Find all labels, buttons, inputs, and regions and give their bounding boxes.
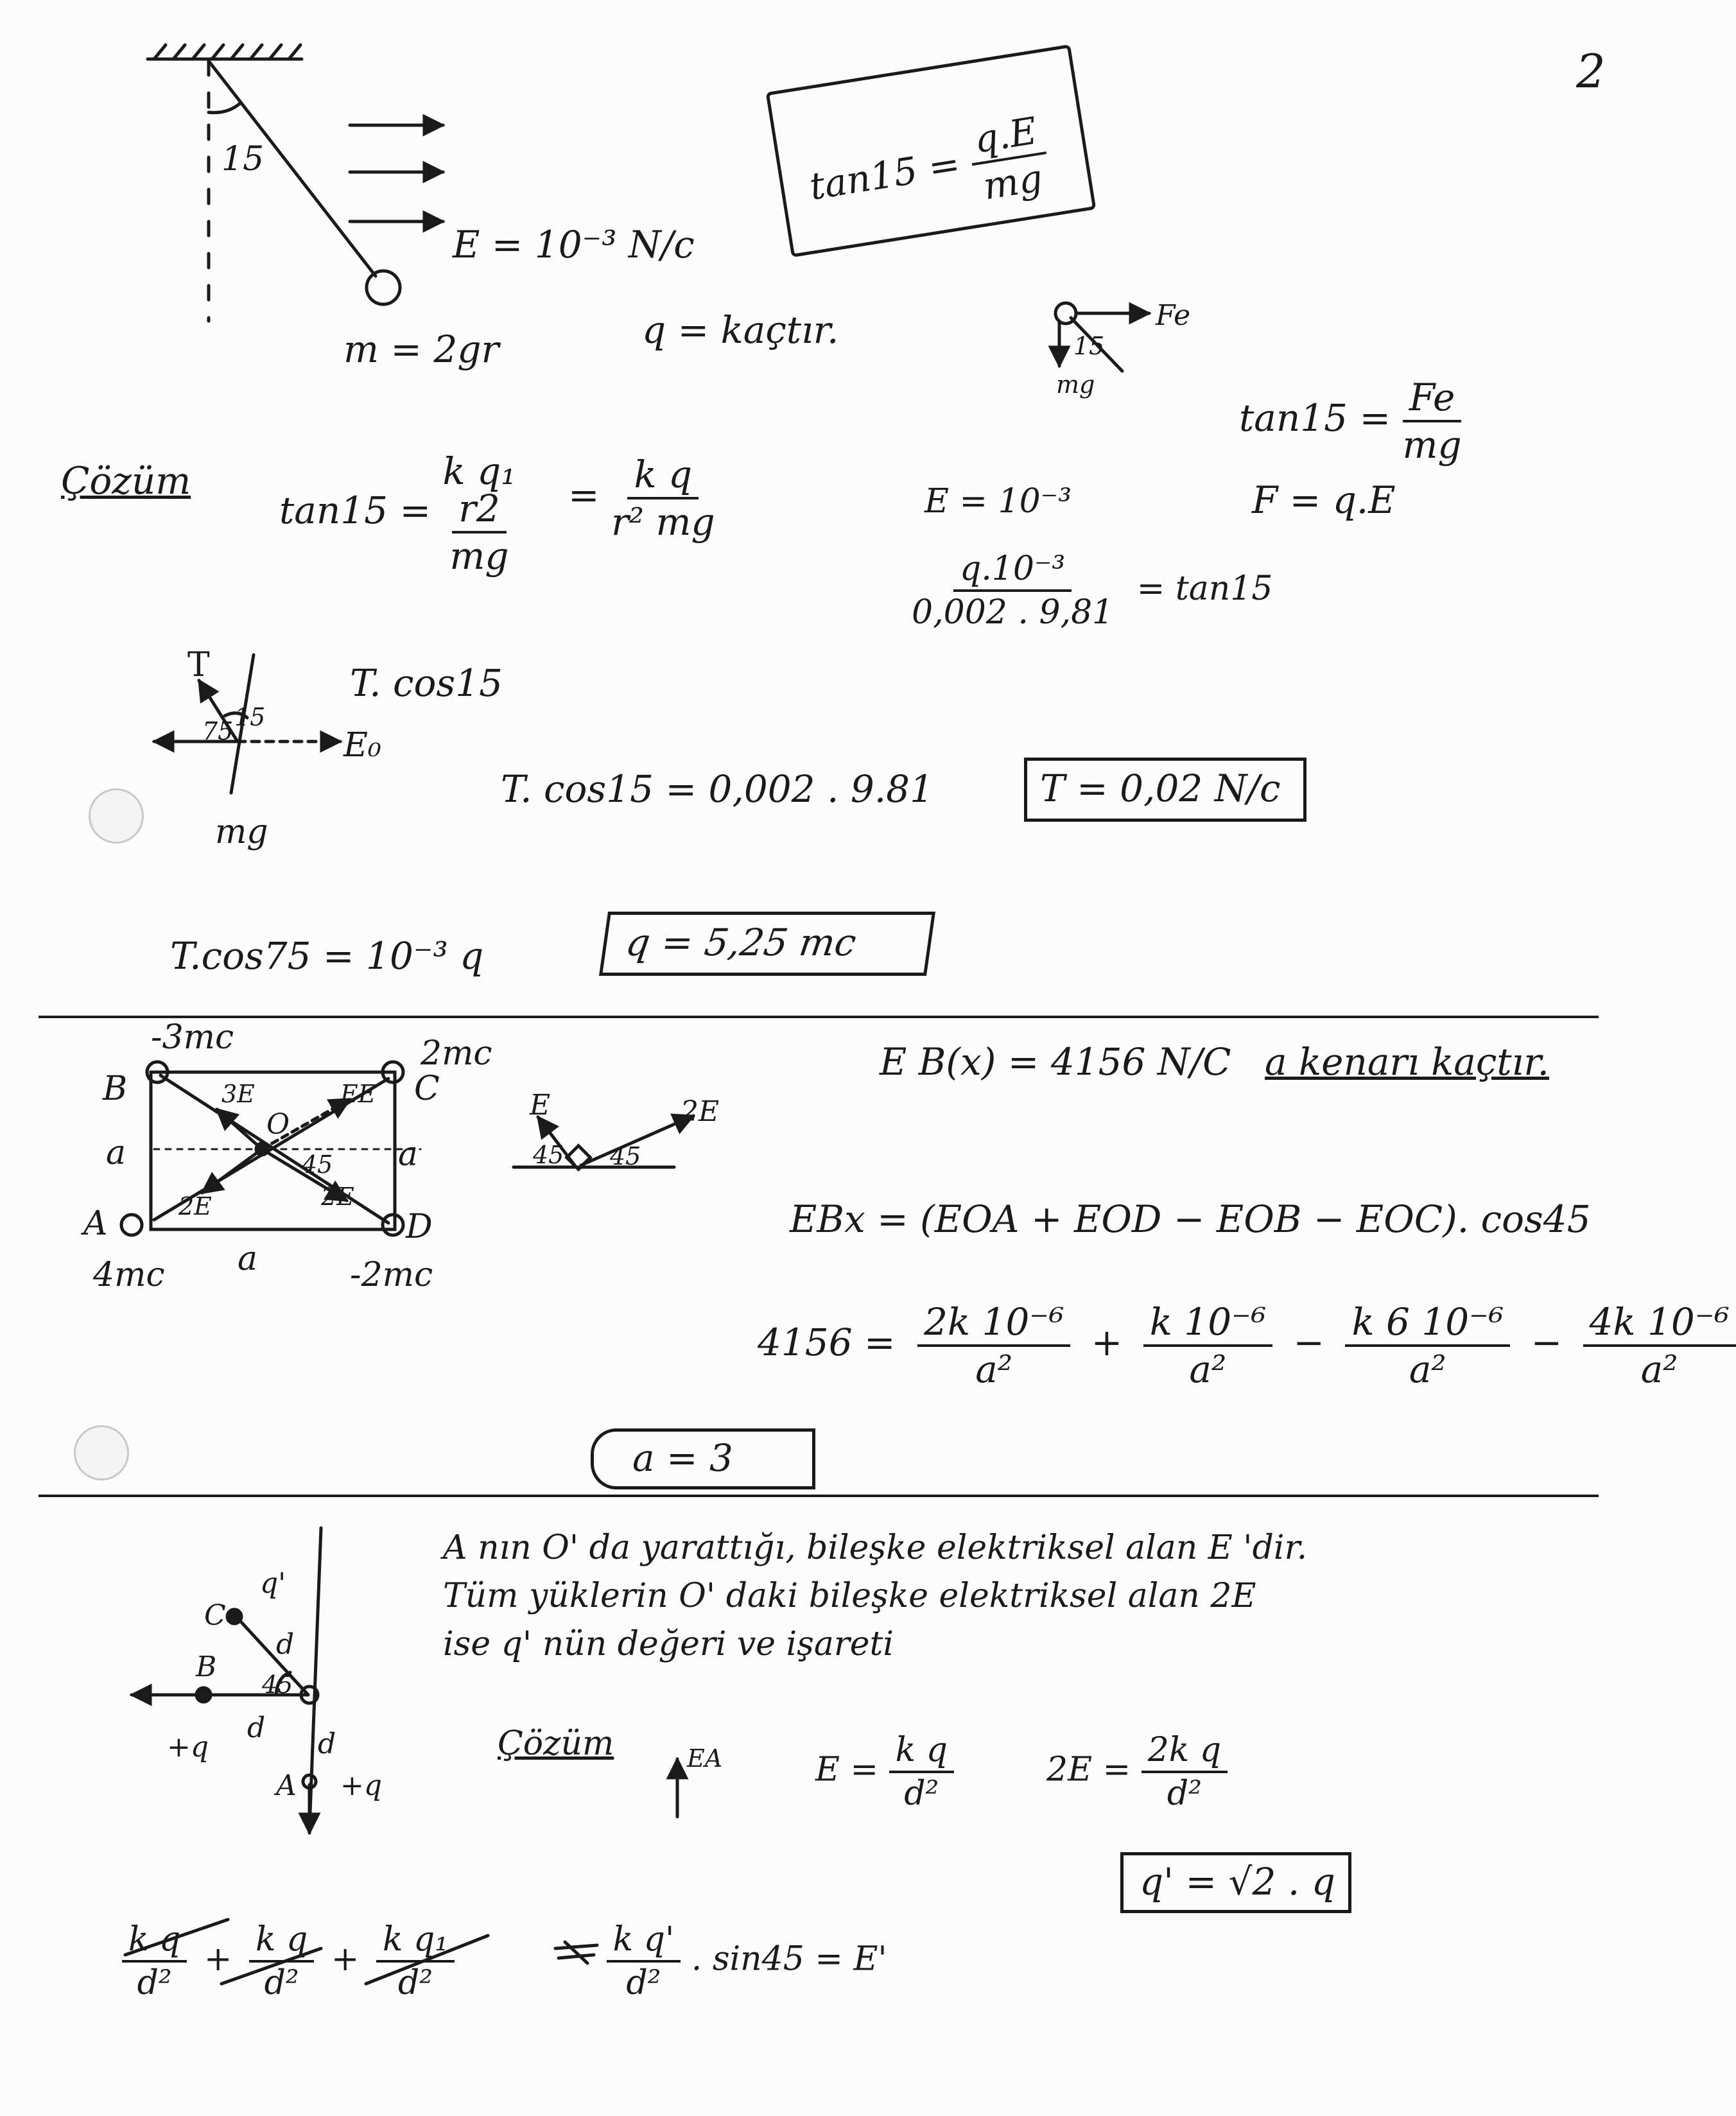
vec-2e-right: 2E — [321, 1183, 354, 1211]
question-a: a kenarı kaçtır. — [1265, 1040, 1549, 1084]
p3-d3: d — [318, 1728, 336, 1760]
cozum-label: Çözüm — [61, 459, 191, 503]
p3-bottom-eq: $\frac{\text{k q}}{\text{d²}}$ + $\frac{\text{k q}}{\text{d²}}$ + $\frac{\text{k q₁}}{\text{d²}}$ $\frac{\text{k q'}}{\text{d²}}$ . sin45 = E' — [122, 1923, 887, 2000]
tbd-75: 75 — [202, 717, 234, 745]
binder-hole-1 — [89, 788, 144, 844]
small-45a: 45 — [533, 1141, 564, 1169]
label-d: D — [406, 1208, 433, 1246]
p3-q1: q' — [260, 1567, 286, 1600]
f-value: F = q.E — [1252, 478, 1396, 522]
p3-a: A — [276, 1769, 297, 1802]
charge-d-value: -2mc — [350, 1256, 433, 1294]
p3-c: C — [204, 1599, 226, 1632]
p3-d1: d — [276, 1628, 295, 1661]
tbd-mg: mg — [215, 813, 268, 851]
statement-2: Tüm yüklerin O' daki bileşke elektriksel alan 2E — [443, 1577, 1256, 1615]
charge-c-value: 2mc — [421, 1034, 492, 1073]
fbd-mg: mg — [1056, 370, 1095, 399]
efield-label: E = 10⁻³ N/c — [453, 223, 695, 266]
calc-fraction: $\frac{\text{q.10⁻³}}{0,002 . 9,81}$ = tan15 — [912, 550, 1273, 632]
t-cos15: T. cos15 — [350, 661, 503, 705]
mass-label: m = 2gr — [343, 327, 499, 371]
ceiling-hatch — [148, 45, 302, 59]
p3-plusq-bottom: +q — [340, 1769, 383, 1802]
fbd-fe: Fe — [1156, 299, 1191, 332]
ebx-given: E B(x) = 4156 N/C — [880, 1040, 1231, 1084]
e-value: E = 10⁻³ — [924, 482, 1072, 521]
a-result-box: a = 3 — [591, 1428, 815, 1489]
side-a-right: a — [398, 1135, 419, 1174]
small-45b: 45 — [610, 1142, 641, 1170]
p3-ea: EA — [687, 1744, 723, 1773]
side-a-bottom: a — [238, 1240, 258, 1278]
binder-hole-2 — [74, 1425, 129, 1480]
small-2E: 2E — [681, 1095, 720, 1128]
label-o: O — [266, 1108, 290, 1141]
t-cos-eq: T. cos15 = 0,002 . 9.81 — [501, 767, 933, 811]
fbd-angle: 15 — [1073, 332, 1105, 360]
ebx-formula: EBx = (EOA + EOD − EOB − EOC). cos45 — [790, 1197, 1591, 1241]
t-result-box: T = 0,02 N/c — [1024, 758, 1306, 822]
charge-a — [121, 1215, 142, 1235]
tbd-15: 15 — [234, 703, 266, 731]
divider-1 — [39, 1016, 1599, 1018]
angle-arc — [209, 103, 241, 112]
label-c: C — [414, 1070, 440, 1108]
side-a-left: a — [106, 1134, 126, 1172]
tan-right: tan15 = $\frac{Fe}{mg}$ — [1239, 376, 1462, 467]
q-question: q = kaçtır. — [642, 308, 839, 352]
eq-4156: 4156 = $\frac{\text{2k 10⁻⁶}}{\text{a²}}$ + $\frac{\text{k 10⁻⁶}}{\text{a²}}$ − $\frac{\text{k 6 10⁻⁶}}{\text{a²}}$ − $\frac{\text{4k 10⁻⁶}}{\text{a²}}$ — [758, 1303, 1736, 1388]
ang-45: 45 — [302, 1150, 333, 1179]
tan-cozum: tan15 = k q₁ r2 mg — [279, 449, 516, 578]
charge-a-value: 4mc — [93, 1256, 165, 1294]
tbd-T: T — [187, 646, 210, 684]
tan-cozum-2: = $\frac{\text{k q}}{\text{r² mg}}$ — [568, 453, 715, 544]
angle-15: 15 — [221, 140, 265, 178]
boxed-tan-formula: tan15 = $\frac{q.E}{mg}$ — [766, 44, 1097, 257]
q-result-box: q = 5,25 mc — [599, 912, 935, 976]
pendulum-bob — [367, 271, 400, 304]
vec-2e-left: 2E — [178, 1192, 212, 1220]
p3-2e-eq: 2E = $\frac{\text{2k q}}{\text{d²}}$ — [1046, 1733, 1228, 1810]
label-b: B — [103, 1070, 128, 1108]
statement-3: ise q' nün değeri ve işareti — [443, 1625, 894, 1663]
tbd-E0: E₀ — [343, 726, 381, 765]
vec-ee: EE — [340, 1080, 376, 1108]
p3-result-box: q' = √2 . q — [1120, 1852, 1351, 1913]
charge-d — [383, 1215, 403, 1235]
p3-d2: d — [247, 1712, 266, 1744]
p3-e-eq: E = $\frac{\text{k q}}{\text{d²}}$ — [815, 1733, 954, 1810]
charge-c-dot — [227, 1609, 241, 1624]
statement-1: A nın O' da yarattığı, bileşke elektriksel alan E 'dir. — [443, 1529, 1308, 1567]
charge-b-value: -3mc — [151, 1018, 234, 1057]
label-a: A — [83, 1204, 108, 1243]
p3-plusq-left: +q — [167, 1731, 209, 1764]
p3-45: 45 — [262, 1670, 293, 1699]
t-cos75: T.cos75 = 10⁻³ q — [170, 934, 484, 978]
small-E: E — [530, 1089, 551, 1122]
p3-cozum: Çözüm — [498, 1724, 614, 1763]
page-number: 2 — [1576, 44, 1606, 98]
p3-b: B — [196, 1651, 217, 1683]
charge-b-dot — [196, 1688, 211, 1702]
divider-2 — [39, 1495, 1599, 1497]
vec-3e: 3E — [221, 1080, 255, 1108]
